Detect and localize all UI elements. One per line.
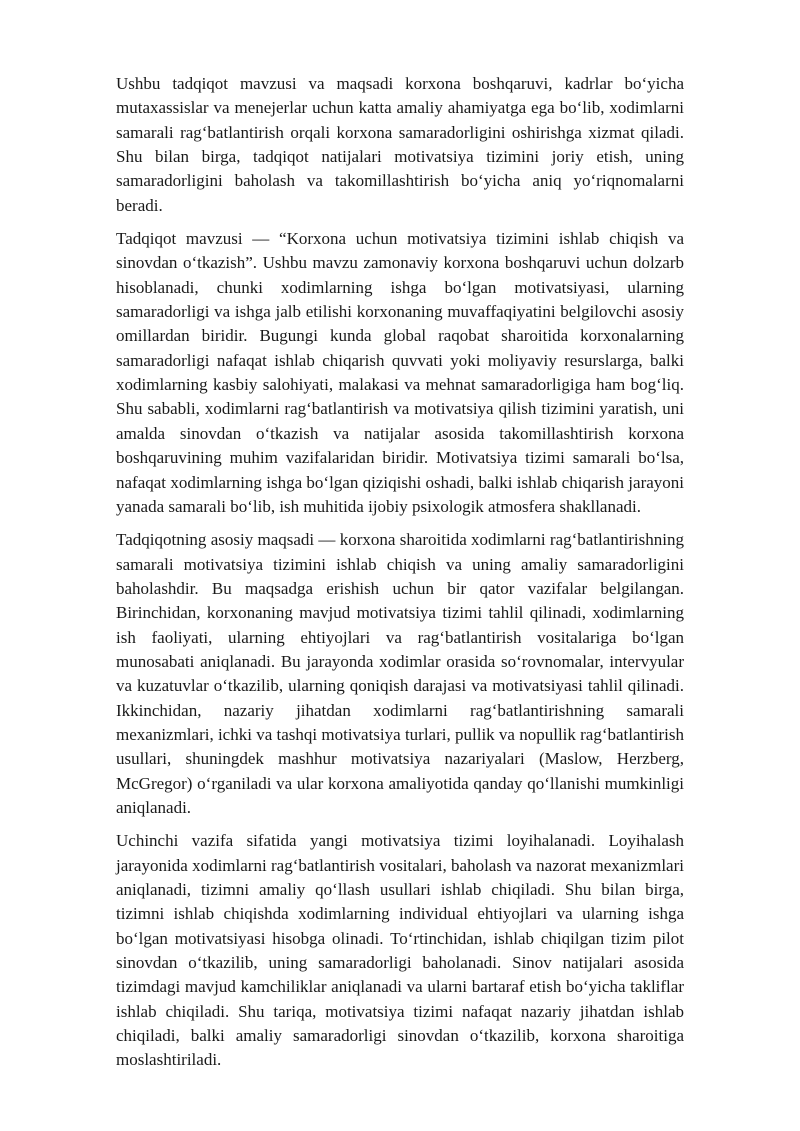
paragraph-research-goal: Tadqiqotning asosiy maqsadi — korxona sharoitida xodimlarni rag‘batlantirishning samarali motivatsiya tizimini ishlab chiqish va uning amaliy samaradorligini baholashdir. Bu maqsadga erishish uchun bir qator vazifalar belgilangan. Birinchidan, korxonaning mavjud motivatsiya tizimi tahlil qilinadi, xodimlarning ish faoliyati, ularning ehtiyojlari va rag‘batlantirish vositalariga bo‘lgan munosabati aniqlanadi. Bu jarayonda xodimlar orasida so‘rovnomalar, intervyular va kuzatuvlar o‘tkazilib, ularning qoniqish darajasi va motivatsiyasi tahlil qilinadi. Ikkinchidan, nazariy jihatdan xodimlarni rag‘batlantirishning samarali mexanizmlari, ichki va tashqi motivatsiya turlari, pullik va nopullik rag‘batlantirish usullari, shuningdek mashhur motivatsiya nazariyalari (Maslow, Herzberg, McGregor) o‘rganiladi va ular korxona amaliyotida qanday qo‘llanishi mumkinligi aniqlanadi. (116, 530, 684, 817)
paragraph-significance: Ushbu tadqiqot mavzusi va maqsadi korxona boshqaruvi, kadrlar bo‘yicha mutaxassislar va menejerlar uchun katta amaliy ahamiyatga ega bo‘lib, xodimlarni samarali rag‘batlantirish orqali korxona samaradorligini oshirishga xizmat qiladi. Shu bilan birga, tadqiqot natijalari motivatsiya tizimini joriy etish, uning samaradorligini baholash va takomillashtirish bo‘yicha aniq yo‘riqnomalarni beradi. (116, 74, 684, 215)
paragraph-third-task: Uchinchi vazifa sifatida yangi motivatsiya tizimi loyihalanadi. Loyihalash jarayonida xodimlarni rag‘batlantirish vositalari, baholash va nazorat mexanizmlari aniqlanadi, tizimni amaliy qo‘llash usullari ishlab chiqiladi. Shu bilan birga, tizimni ishlab chiqishda xodimlarning individual ehtiyojlari va ularning ishga bo‘lgan motivatsiyasi hisobga olinadi. To‘rtinchidan, ishlab chiqilgan tizim pilot sinovdan o‘tkazilib, uning samaradorligi baholanadi. Sinov natijalari asosida tizimdagi mavjud kamchiliklar aniqlanadi va ularni bartaraf etish bo‘yicha takliflar ishlab chiqiladi. Shu tariqa, motivatsiya tizimi nafaqat nazariy jihatdan ishlab chiqiladi, balki amaliy samaradorligi sinovdan o‘tkazilib, korxona sharoitiga moslashtiriladi. (116, 831, 684, 1070)
paragraph-research-topic: Tadqiqot mavzusi — “Korxona uchun motivatsiya tizimini ishlab chiqish va sinovdan o‘tkazish”. Ushbu mavzu zamonaviy korxona boshqaruvi uchun dolzarb hisoblanadi, chunki xodimlarning ishga bo‘lgan motivatsiyasi, ularning samaradorligi va ishga jalb etilishi korxonaning muvaffaqiyatini belgilovchi asosiy omillardan biridir. Bugungi kunda global raqobat sharoitida korxonalarning samaradorligi nafaqat ishlab chiqarish quvvati yoki moliyaviy resurslarga, balki xodimlarning kasbiy salohiyati, malakasi va mehnat samaradorligiga ham bog‘liq. Shu sababli, xodimlarni rag‘batlantirish va motivatsiya qilish tizimini yaratish, uni amalda sinovdan o‘tkazish va natijalar asosida takomillashtirish korxona boshqaruvining muhim vazifalaridan biridir. Motivatsiya tizimi samarali bo‘lsa, nafaqat xodimlarning ishga bo‘lgan qiziqishi oshadi, balki ishlab chiqarish jarayoni yanada samarali bo‘lib, ish muhitida ijobiy psixologik atmosfera shakllanadi. (116, 229, 684, 516)
document-page (116, 72, 684, 1082)
